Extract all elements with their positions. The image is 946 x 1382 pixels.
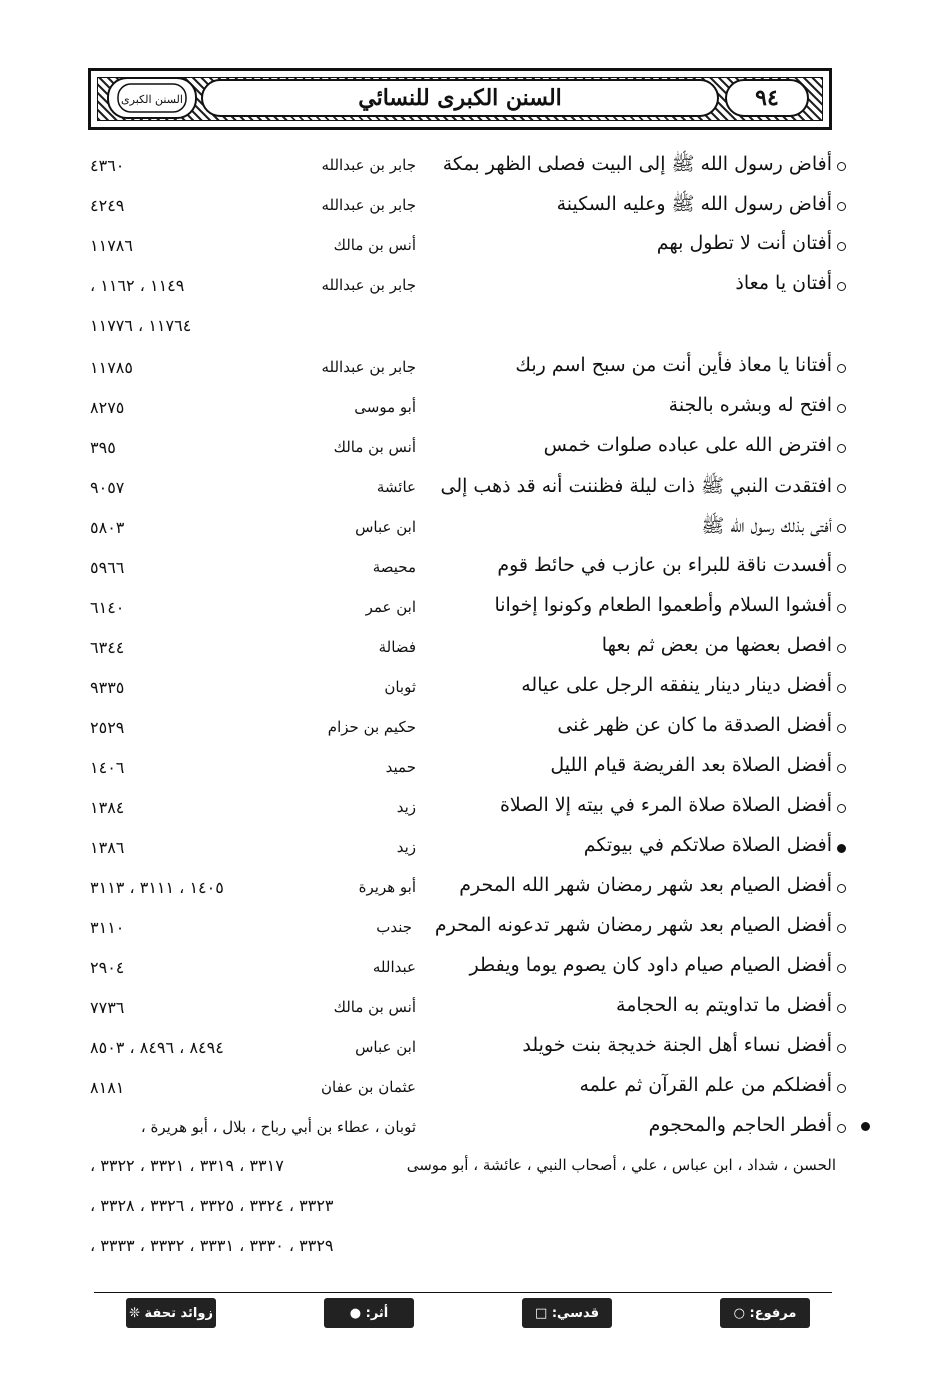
narrator: زيد bbox=[396, 798, 416, 816]
narrator: ثوبان bbox=[384, 678, 416, 696]
list-item bbox=[0, 1072, 946, 1112]
hadith-text: أفضل الصلاة بعد الفريضة قيام الليل bbox=[550, 754, 832, 776]
continuation-numbers: ٣٣١٧ ، ٣٣١٩ ، ٣٣٢١ ، ٣٣٢٢ ، bbox=[90, 1156, 284, 1175]
hadith-text: أفاض رسول الله ﷺ إلى البيت فصلى الظهر بمكة bbox=[442, 153, 832, 175]
list-item bbox=[0, 392, 946, 432]
marfu-bullet-icon bbox=[837, 724, 846, 733]
marfu-bullet-icon bbox=[837, 404, 846, 413]
narrator: أنس بن مالك bbox=[333, 998, 416, 1016]
hadith-numbers: ١٣٨٤ bbox=[90, 798, 125, 817]
hadith-numbers: ٦٣٤٤ bbox=[90, 638, 125, 657]
hadith-text: أفضلكم من علم القرآن ثم علمه bbox=[579, 1074, 832, 1096]
page-number: ٩٤ bbox=[725, 79, 809, 117]
list-item bbox=[0, 472, 946, 512]
book-title: السنن الكبرى للنسائي bbox=[201, 79, 719, 117]
hadith-text: أفتان أنت لا تطول بهم bbox=[656, 232, 832, 254]
hadith-numbers: ٣٩٥ bbox=[90, 438, 116, 457]
narrator: فضالة bbox=[378, 638, 416, 656]
hadith-text: أفضل دينار دينار ينفقه الرجل على عياله bbox=[521, 674, 832, 696]
hadith-text: أفتانا يا معاذ فأين أنت من سبح اسم ربك bbox=[515, 354, 832, 376]
marfu-bullet-icon bbox=[837, 604, 846, 613]
hadith-numbers: ٤٢٤٩ bbox=[90, 196, 125, 215]
marfu-bullet-icon bbox=[837, 444, 846, 453]
marfu-bullet-icon bbox=[837, 764, 846, 773]
hadith-text: أفضل ما تداويتم به الحجامة bbox=[616, 994, 832, 1016]
marfu-bullet-icon bbox=[837, 1084, 846, 1093]
narrator: ثوبان ، عطاء بن أبي رباح ، بلال ، أبو هريرة ، bbox=[140, 1118, 416, 1136]
marfu-bullet-icon bbox=[837, 282, 846, 291]
hadith-numbers: ٨١٨١ bbox=[90, 1078, 125, 1097]
hadith-text: أفضل الصيام صيام داود كان يصوم يوما ويفطر bbox=[469, 954, 832, 976]
page-header bbox=[88, 68, 832, 130]
narrator: أنس بن مالك bbox=[333, 236, 416, 254]
list-item bbox=[0, 1032, 946, 1072]
list-item bbox=[0, 150, 946, 190]
hadith-text: أفضل الصلاة صلاة المرء في بيته إلا الصلاة bbox=[499, 794, 832, 816]
list-item bbox=[0, 432, 946, 472]
list-item bbox=[0, 592, 946, 632]
marfu-bullet-icon bbox=[837, 644, 846, 653]
hadith-text: أفاض رسول الله ﷺ وعليه السكينة bbox=[556, 193, 832, 215]
hadith-numbers: ٨٢٧٥ bbox=[90, 398, 125, 417]
list-item bbox=[0, 912, 946, 952]
hadith-numbers: ٤٣٦٠ bbox=[90, 156, 125, 175]
narrator: جابر بن عبدالله bbox=[321, 276, 416, 294]
list-item bbox=[0, 552, 946, 592]
narrator: أنس بن مالك bbox=[333, 438, 416, 456]
narrator: ابن عمر bbox=[365, 598, 416, 616]
narrator: جابر بن عبدالله bbox=[321, 196, 416, 214]
continuation-numbers: ٣٣٢٣ ، ٣٣٢٤ ، ٣٣٢٥ ، ٣٣٢٦ ، ٣٣٢٨ ، bbox=[90, 1196, 334, 1215]
list-item bbox=[0, 352, 946, 392]
marfu-bullet-icon bbox=[837, 524, 846, 533]
book-emblem-icon bbox=[107, 77, 197, 119]
hadith-text: أفشوا السلام وأطعموا الطعام وكونوا إخوانا bbox=[494, 594, 832, 616]
hadith-text: أفسدت ناقة للبراء بن عازب في حائط قوم bbox=[497, 554, 832, 576]
emblem-text: السنن الكبرى bbox=[121, 93, 183, 106]
hadith-numbers: ٩٣٣٥ bbox=[90, 678, 125, 697]
narrator: ابن عباس bbox=[355, 1038, 416, 1056]
hadith-numbers: ٣١١٠ bbox=[90, 918, 125, 937]
list-item bbox=[0, 672, 946, 712]
hadith-text: أفضل الصيام بعد شهر رمضان شهر الله المحرم bbox=[459, 874, 832, 896]
hadith-text: أفضل الصلاة صلاتكم في بيوتكم bbox=[583, 834, 832, 856]
list-item bbox=[0, 190, 946, 230]
zawaid-marker-icon bbox=[861, 1122, 870, 1131]
hadith-numbers: ١١٤٩ ، ١١٦٢ ، bbox=[90, 276, 185, 295]
legend-zawaid: زوائد تحفة ❊ bbox=[126, 1298, 216, 1328]
hadith-numbers: ١٣٨٦ bbox=[90, 838, 125, 857]
legend-athar: أثر: ● bbox=[324, 1298, 414, 1328]
narrator: حميد bbox=[385, 758, 416, 776]
marfu-bullet-icon bbox=[837, 924, 846, 933]
list-item-continuation bbox=[0, 310, 946, 350]
hadith-text: أفتان يا معاذ bbox=[735, 272, 832, 294]
footer-divider bbox=[94, 1292, 832, 1293]
hadith-text: افصل بعضها من بعض ثم بعها bbox=[601, 634, 832, 656]
hadith-text: افترض الله على عباده صلوات خمس bbox=[543, 434, 832, 456]
hadith-numbers: ٧٧٣٦ bbox=[90, 998, 125, 1017]
list-item bbox=[0, 1112, 946, 1152]
hadith-text: أفطر الحاجم والمحجوم bbox=[648, 1114, 832, 1136]
list-item bbox=[0, 712, 946, 752]
marfu-bullet-icon bbox=[837, 684, 846, 693]
marfu-bullet-icon bbox=[837, 202, 846, 211]
narrator: ابن عباس bbox=[355, 518, 416, 536]
legend-qudsi: قدسي: □ bbox=[522, 1298, 612, 1328]
hadith-numbers: ٢٥٢٩ bbox=[90, 718, 125, 737]
hadith-text: أفتى بذلك رسول الله ﷺ bbox=[701, 515, 832, 537]
marfu-bullet-icon bbox=[837, 804, 846, 813]
narrator: جابر بن عبدالله bbox=[321, 358, 416, 376]
marfu-bullet-icon bbox=[837, 484, 846, 493]
marfu-bullet-icon bbox=[837, 884, 846, 893]
hadith-text: أفضل الصيام بعد شهر رمضان شهر تدعونه المحرم bbox=[434, 914, 832, 936]
hadith-text: أفضل نساء أهل الجنة خديجة بنت خويلد bbox=[522, 1034, 832, 1056]
hadith-numbers: ١٤٠٥ ، ٣١١١ ، ٣١١٣ bbox=[90, 878, 224, 897]
athar-bullet-icon bbox=[837, 844, 846, 853]
narrator: أبو موسى bbox=[354, 398, 416, 416]
narrator: محيصة bbox=[372, 558, 416, 576]
list-item bbox=[0, 230, 946, 270]
narrator: جابر بن عبدالله bbox=[321, 156, 416, 174]
list-item bbox=[0, 632, 946, 672]
hadith-numbers: ٨٤٩٤ ، ٨٤٩٦ ، ٨٥٠٣ bbox=[90, 1038, 224, 1057]
marfu-bullet-icon bbox=[837, 964, 846, 973]
narrator: أبو هريرة bbox=[358, 878, 416, 896]
list-item bbox=[0, 512, 946, 552]
continuation-numbers: ٣٣٢٩ ، ٣٣٣٠ ، ٣٣٣١ ، ٣٣٣٢ ، ٣٣٣٣ ، bbox=[90, 1236, 334, 1255]
hadith-numbers: ١١٧٦٤ ، ١١٧٧٦ bbox=[90, 316, 192, 335]
hadith-text: افتقدت النبي ﷺ ذات ليلة فظننت أنه قد ذهب إلى bbox=[440, 475, 832, 497]
narrator: عبدالله bbox=[372, 958, 416, 976]
hadith-numbers: ٩٠٥٧ bbox=[90, 478, 125, 497]
hadith-numbers: ٦١٤٠ bbox=[90, 598, 125, 617]
marfu-bullet-icon bbox=[837, 364, 846, 373]
hadith-numbers: ٥٨٠٣ bbox=[90, 518, 125, 537]
list-item bbox=[0, 270, 946, 310]
hadith-text: افتح له وبشره بالجنة bbox=[668, 394, 832, 416]
narrator: زيد bbox=[396, 838, 416, 856]
hadith-numbers: ١١٧٨٥ bbox=[90, 358, 133, 377]
marfu-bullet-icon bbox=[837, 162, 846, 171]
hadith-numbers: ٥٩٦٦ bbox=[90, 558, 125, 577]
marfu-bullet-icon bbox=[837, 1124, 846, 1133]
list-item bbox=[0, 752, 946, 792]
marfu-bullet-icon bbox=[837, 1004, 846, 1013]
narrator: عائشة bbox=[376, 478, 416, 496]
list-item bbox=[0, 952, 946, 992]
list-item bbox=[0, 872, 946, 912]
narrator: جندب bbox=[376, 918, 412, 936]
hadith-text: أفضل الصدقة ما كان عن ظهر غنى bbox=[557, 714, 832, 736]
hadith-numbers: ١١٧٨٦ bbox=[90, 236, 133, 255]
hadith-numbers: ٢٩٠٤ bbox=[90, 958, 125, 977]
legend-marfu: مرفوع: ○ bbox=[720, 1298, 810, 1328]
continuation-narrators: الحسن ، شداد ، ابن عباس ، علي ، أصحاب النبي ، عائشة ، أبو موسى bbox=[406, 1156, 836, 1174]
hadith-numbers: ١٤٠٦ bbox=[90, 758, 125, 777]
list-item bbox=[0, 792, 946, 832]
narrator: حكيم بن حزام bbox=[327, 718, 416, 736]
narrator: عثمان بن عفان bbox=[321, 1078, 416, 1096]
marfu-bullet-icon bbox=[837, 1044, 846, 1053]
marfu-bullet-icon bbox=[837, 242, 846, 251]
list-item bbox=[0, 832, 946, 872]
marfu-bullet-icon bbox=[837, 564, 846, 573]
list-item bbox=[0, 992, 946, 1032]
